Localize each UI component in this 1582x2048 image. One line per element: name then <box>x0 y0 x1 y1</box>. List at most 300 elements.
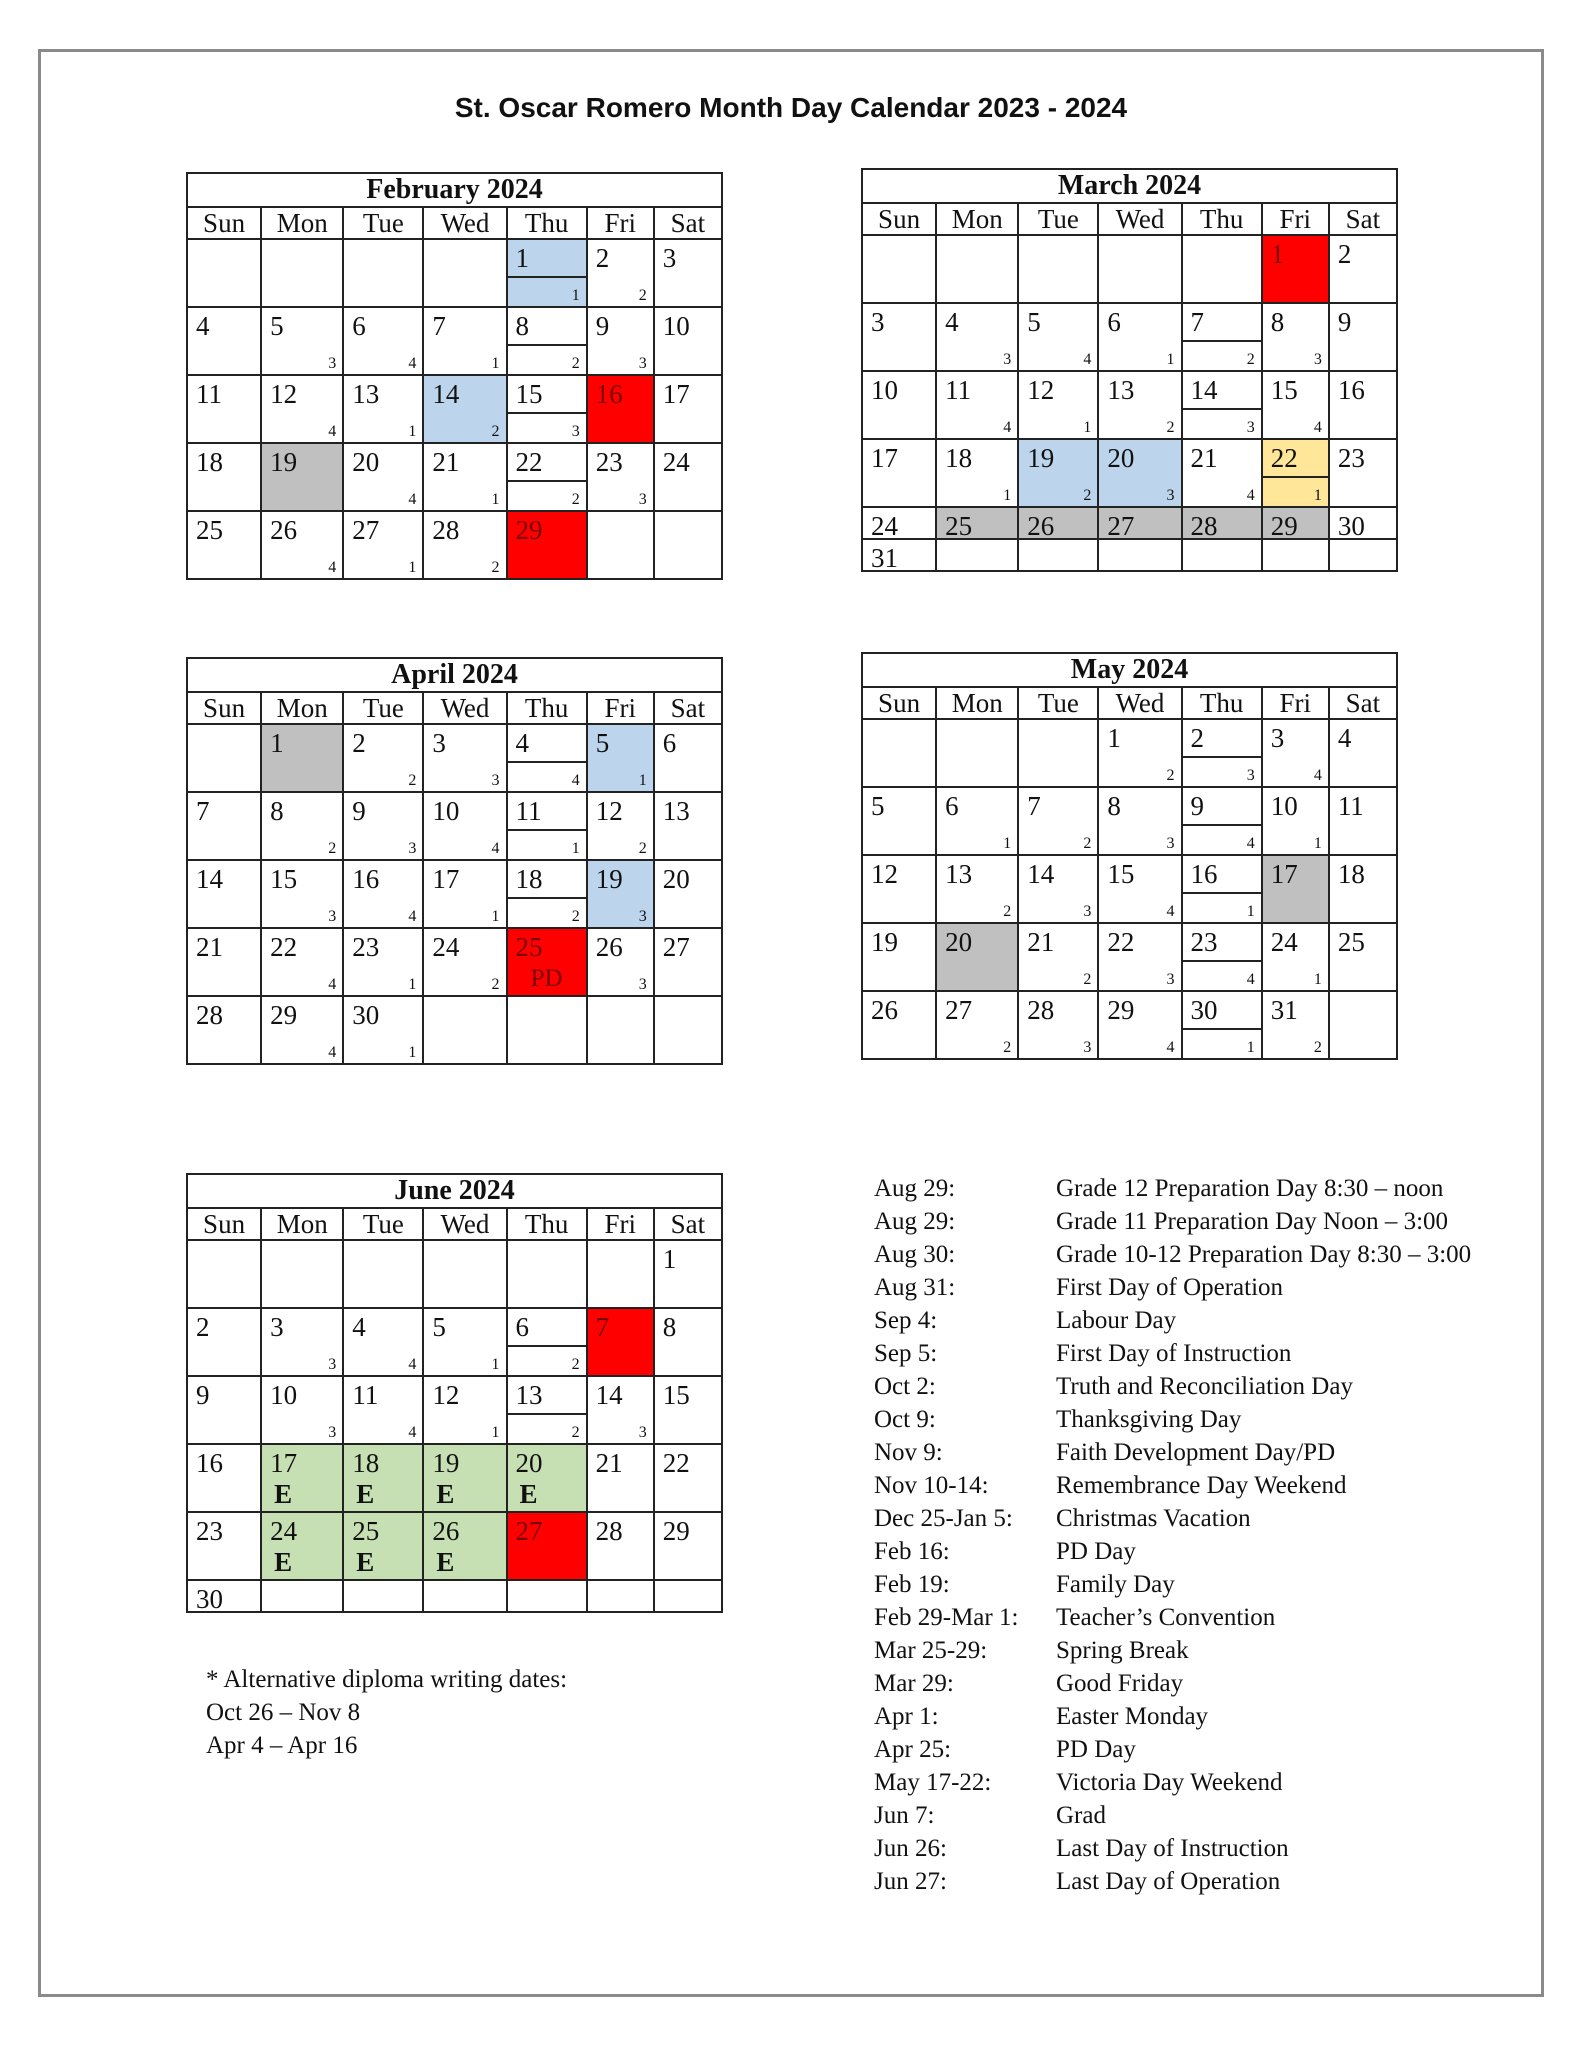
day-cell <box>1018 235 1098 303</box>
day-number: 15 <box>270 864 298 894</box>
day-cell <box>1018 371 1098 439</box>
weekday-header: Mon <box>936 687 1018 719</box>
day-cell <box>862 371 936 439</box>
day-number: 27 <box>1107 511 1135 541</box>
day-cell <box>654 1376 722 1444</box>
day-cell <box>654 928 722 996</box>
day-number: 7 <box>595 1312 610 1342</box>
day-cell <box>654 724 722 792</box>
day-number: 15 <box>515 379 543 409</box>
weekday-header: Mon <box>261 207 343 239</box>
rotation-day: 3 <box>1083 903 1092 920</box>
rotation-day: 1 <box>1003 835 1012 852</box>
day-number: 16 <box>352 864 380 894</box>
rotation-divider <box>1183 756 1261 758</box>
day-cell <box>507 1512 587 1580</box>
day-cell <box>261 1580 343 1612</box>
day-cell <box>187 511 261 579</box>
rotation-day: 4 <box>408 1424 417 1441</box>
day-number: 4 <box>196 311 210 341</box>
day-cell <box>343 1240 423 1308</box>
event-date: Dec 25-Jan 5: <box>874 1505 1013 1532</box>
exam-marker: E <box>274 1547 293 1577</box>
event-date: Nov 9: <box>874 1439 943 1466</box>
day-number: 10 <box>662 311 690 341</box>
day-cell <box>1018 991 1098 1059</box>
rotation-day: 1 <box>571 287 580 304</box>
day-cell <box>187 928 261 996</box>
day-cell <box>343 1512 423 1580</box>
rotation-day: 4 <box>1246 971 1255 988</box>
day-number: 18 <box>352 1448 380 1478</box>
day-number: 17 <box>270 1448 298 1478</box>
day-number: 6 <box>945 791 959 821</box>
day-number: 28 <box>595 1516 623 1546</box>
rotation-day: 1 <box>1246 1039 1255 1056</box>
day-cell <box>187 1240 261 1308</box>
weekday-header: Sat <box>654 692 722 724</box>
day-number: 8 <box>1270 307 1285 337</box>
rotation-day: 1 <box>571 840 580 857</box>
weekday-header: Fri <box>1262 203 1329 235</box>
day-cell <box>187 1444 261 1512</box>
day-cell <box>1262 439 1329 507</box>
day-cell <box>1329 855 1397 923</box>
day-number: 26 <box>1027 511 1055 541</box>
day-cell <box>654 1444 722 1512</box>
day-cell <box>1018 923 1098 991</box>
day-cell <box>187 1376 261 1444</box>
day-cell <box>1018 719 1098 787</box>
day-number: 4 <box>1337 723 1352 753</box>
rotation-day: 4 <box>1083 351 1092 368</box>
rotation-day: 4 <box>328 423 337 440</box>
day-number: 26 <box>595 932 623 962</box>
day-cell <box>423 307 506 375</box>
event-date: May 17-22: <box>874 1769 992 1796</box>
day-number: 20 <box>662 864 690 894</box>
day-cell <box>1182 371 1262 439</box>
event-description: First Day of Instruction <box>1056 1340 1292 1367</box>
day-number: 11 <box>352 1380 379 1410</box>
rotation-divider <box>1263 476 1328 478</box>
day-cell <box>423 511 506 579</box>
rotation-day: 4 <box>1313 767 1322 784</box>
day-number: 10 <box>432 796 460 826</box>
day-number: 7 <box>1190 307 1205 337</box>
day-cell <box>507 1444 587 1512</box>
rotation-day: 3 <box>1166 487 1175 504</box>
weekday-header: Fri <box>587 692 654 724</box>
event-date: Feb 29-Mar 1: <box>874 1604 1019 1631</box>
day-number: 18 <box>1337 859 1365 889</box>
day-number: 27 <box>515 1516 543 1546</box>
event-description: Family Day <box>1056 1571 1175 1598</box>
day-cell <box>654 1308 722 1376</box>
day-cell <box>187 792 261 860</box>
day-number: 16 <box>1190 859 1218 889</box>
weekday-header: Sun <box>187 207 261 239</box>
rotation-divider <box>508 897 586 899</box>
day-cell <box>1098 371 1181 439</box>
event-date: Aug 29: <box>874 1175 956 1202</box>
day-number: 21 <box>196 932 223 962</box>
weekday-header: Wed <box>1098 687 1181 719</box>
day-number: 30 <box>352 1000 380 1030</box>
rotation-day: 3 <box>571 423 580 440</box>
day-number: 2 <box>1337 239 1352 269</box>
day-cell <box>587 1376 654 1444</box>
day-number: 8 <box>1107 791 1121 821</box>
day-cell <box>654 996 722 1064</box>
rotation-divider <box>1183 1028 1261 1030</box>
day-number: 17 <box>432 864 460 894</box>
day-cell <box>423 239 506 307</box>
rotation-day: 3 <box>1166 971 1175 988</box>
day-number: 9 <box>1337 307 1352 337</box>
day-cell <box>187 860 261 928</box>
calendar-june-2024 <box>186 1173 723 1613</box>
day-number: 29 <box>1107 995 1135 1025</box>
rotation-day: 2 <box>571 491 580 508</box>
event-description: Thanksgiving Day <box>1056 1406 1242 1433</box>
day-number: 14 <box>196 864 223 894</box>
day-cell <box>1182 719 1262 787</box>
weekday-header: Sat <box>654 1208 722 1240</box>
day-cell <box>507 443 587 511</box>
weekday-header: Thu <box>507 1208 587 1240</box>
rotation-day: 3 <box>638 355 647 372</box>
event-date: Jun 7: <box>874 1802 935 1829</box>
day-cell <box>587 375 654 443</box>
day-number: 14 <box>1027 859 1055 889</box>
day-cell <box>187 307 261 375</box>
day-cell <box>423 443 506 511</box>
day-number: 13 <box>662 796 690 826</box>
day-cell <box>862 539 936 571</box>
weekday-header: Tue <box>343 207 423 239</box>
day-cell <box>1098 507 1181 539</box>
weekday-header: Thu <box>1182 203 1262 235</box>
day-number: 24 <box>270 1516 298 1546</box>
rotation-day: 3 <box>1313 351 1322 368</box>
rotation-divider <box>508 344 586 346</box>
day-number: 6 <box>662 728 677 758</box>
day-number: 5 <box>432 1312 446 1342</box>
rotation-day: 4 <box>1166 1039 1175 1056</box>
day-cell <box>261 860 343 928</box>
day-number: 29 <box>515 515 543 545</box>
day-number: 13 <box>1107 375 1135 405</box>
day-number: 1 <box>1107 723 1121 753</box>
rotation-day: 1 <box>1313 835 1322 852</box>
rotation-day: 3 <box>328 1424 337 1441</box>
day-cell <box>343 375 423 443</box>
event-date: Oct 9: <box>874 1406 936 1433</box>
day-cell <box>261 443 343 511</box>
day-cell <box>587 443 654 511</box>
day-number: 23 <box>1337 443 1365 473</box>
weekday-header: Sat <box>654 207 722 239</box>
day-number: 17 <box>871 443 898 473</box>
day-cell <box>1329 991 1397 1059</box>
day-number: 25 <box>352 1516 380 1546</box>
day-cell <box>1262 855 1329 923</box>
day-number: 1 <box>270 728 284 758</box>
rotation-day: 4 <box>571 772 580 789</box>
day-cell <box>1098 439 1181 507</box>
rotation-day: 1 <box>491 491 500 508</box>
rotation-day: 1 <box>491 908 500 925</box>
day-number: 30 <box>1190 995 1218 1025</box>
day-cell <box>1262 539 1329 571</box>
event-description: Spring Break <box>1056 1637 1189 1664</box>
event-date: Aug 29: <box>874 1208 956 1235</box>
day-cell <box>1098 991 1181 1059</box>
day-cell <box>343 1308 423 1376</box>
day-cell <box>261 928 343 996</box>
day-number: 28 <box>1027 995 1055 1025</box>
exam-marker: E <box>436 1479 455 1509</box>
exam-marker: E <box>356 1547 375 1577</box>
day-number: 2 <box>196 1312 210 1342</box>
day-number: 2 <box>1190 723 1205 753</box>
event-description: Grad <box>1056 1802 1106 1829</box>
day-number: 25 <box>196 515 223 545</box>
day-number: 2 <box>352 728 366 758</box>
day-number: 12 <box>871 859 898 889</box>
day-number: 12 <box>595 796 623 826</box>
rotation-day: 1 <box>1246 903 1255 920</box>
rotation-divider <box>508 412 586 414</box>
rotation-day: 4 <box>1246 835 1255 852</box>
day-number: 7 <box>432 311 446 341</box>
day-number: 22 <box>1270 443 1298 473</box>
day-number: 29 <box>270 1000 298 1030</box>
event-date: Feb 16: <box>874 1538 950 1565</box>
rotation-divider <box>508 829 586 831</box>
day-number: 26 <box>432 1516 460 1546</box>
weekday-header: Sat <box>1329 687 1397 719</box>
event-description: Grade 10-12 Preparation Day 8:30 – 3:00 <box>1056 1241 1472 1268</box>
day-cell <box>1262 923 1329 991</box>
weekday-header: Sun <box>862 203 936 235</box>
day-cell <box>423 375 506 443</box>
rotation-day: 2 <box>1246 351 1255 368</box>
event-description: Grade 11 Preparation Day Noon – 3:00 <box>1056 1208 1449 1235</box>
event-date: Aug 31: <box>874 1274 956 1301</box>
day-cell <box>936 539 1018 571</box>
rotation-day: 4 <box>408 908 417 925</box>
event-date: Feb 19: <box>874 1571 950 1598</box>
day-number: 11 <box>945 375 972 405</box>
day-cell <box>261 375 343 443</box>
day-cell <box>654 860 722 928</box>
day-cell <box>507 239 587 307</box>
day-number: 14 <box>1190 375 1218 405</box>
day-number: 6 <box>352 311 366 341</box>
day-cell <box>587 1308 654 1376</box>
day-cell <box>862 787 936 855</box>
weekday-header: Tue <box>343 1208 423 1240</box>
rotation-day: 2 <box>1003 1039 1012 1056</box>
day-cell <box>1329 923 1397 991</box>
day-number: 3 <box>871 307 885 337</box>
rotation-day: 2 <box>408 772 417 789</box>
day-number: 13 <box>352 379 380 409</box>
day-cell <box>1262 235 1329 303</box>
day-cell <box>654 511 722 579</box>
day-number: 14 <box>595 1380 623 1410</box>
day-cell <box>1262 507 1329 539</box>
day-number: 28 <box>196 1000 223 1030</box>
day-cell <box>187 1580 261 1612</box>
rotation-day: 1 <box>408 976 417 993</box>
rotation-day: 2 <box>571 1356 580 1373</box>
day-number: 20 <box>352 447 380 477</box>
event-description: Labour Day <box>1056 1307 1177 1334</box>
event-description: PD Day <box>1056 1538 1136 1565</box>
month-title: May 2024 <box>862 653 1397 687</box>
weekday-header: Mon <box>261 1208 343 1240</box>
rotation-day: 3 <box>1246 767 1255 784</box>
day-number: 15 <box>1270 375 1298 405</box>
day-cell <box>654 443 722 511</box>
day-number: 24 <box>432 932 460 962</box>
day-number: 22 <box>662 1448 690 1478</box>
event-description: Easter Monday <box>1056 1703 1209 1730</box>
day-number: 26 <box>871 995 898 1025</box>
day-cell <box>1182 507 1262 539</box>
day-cell <box>423 724 506 792</box>
month-title: April 2024 <box>187 658 722 692</box>
exam-marker: E <box>519 1479 538 1509</box>
day-cell <box>1098 539 1181 571</box>
event-date: Sep 4: <box>874 1307 938 1334</box>
rotation-day: 4 <box>408 355 417 372</box>
day-cell <box>343 792 423 860</box>
day-cell <box>654 1580 722 1612</box>
calendar-may-2024 <box>861 652 1398 1060</box>
day-cell <box>1182 539 1262 571</box>
rotation-day: 2 <box>1003 903 1012 920</box>
day-cell <box>423 928 506 996</box>
day-number: 27 <box>945 995 973 1025</box>
rotation-divider <box>1183 408 1261 410</box>
day-cell <box>1018 855 1098 923</box>
day-cell <box>587 239 654 307</box>
rotation-day: 1 <box>491 1424 500 1441</box>
day-cell <box>343 443 423 511</box>
day-cell <box>507 860 587 928</box>
day-number: 11 <box>196 379 222 409</box>
rotation-day: 1 <box>1003 487 1012 504</box>
day-cell <box>423 1512 506 1580</box>
day-number: 4 <box>945 307 959 337</box>
day-cell <box>1262 991 1329 1059</box>
day-cell <box>507 1308 587 1376</box>
day-number: 15 <box>662 1380 690 1410</box>
day-cell <box>343 239 423 307</box>
event-description: Last Day of Operation <box>1056 1868 1281 1895</box>
rotation-day: 3 <box>638 908 647 925</box>
rotation-day: 2 <box>328 840 337 857</box>
day-cell <box>1018 787 1098 855</box>
day-number: 11 <box>1337 791 1364 821</box>
weekday-header: Sun <box>187 1208 261 1240</box>
rotation-day: 3 <box>1246 419 1255 436</box>
day-number: 1 <box>1270 239 1285 269</box>
event-description: Christmas Vacation <box>1056 1505 1251 1532</box>
day-cell <box>1329 787 1397 855</box>
day-number: 25 <box>1337 927 1365 957</box>
day-cell <box>187 375 261 443</box>
day-number: 24 <box>871 511 898 541</box>
weekday-header: Sat <box>1329 203 1397 235</box>
rotation-day: 1 <box>638 772 647 789</box>
weekday-header: Wed <box>1098 203 1181 235</box>
day-cell <box>1018 303 1098 371</box>
day-cell <box>654 1240 722 1308</box>
rotation-day: 2 <box>491 559 500 576</box>
rotation-day: 2 <box>1166 767 1175 784</box>
diploma-notes <box>206 1663 567 1762</box>
day-number: 25 <box>945 511 973 541</box>
rotation-day: 3 <box>1083 1039 1092 1056</box>
weekday-header: Thu <box>507 692 587 724</box>
day-cell <box>1018 507 1098 539</box>
day-cell <box>1182 303 1262 371</box>
day-number: 6 <box>1107 307 1121 337</box>
day-cell <box>1098 923 1181 991</box>
day-cell <box>862 439 936 507</box>
day-cell <box>1018 539 1098 571</box>
event-date: Mar 25-29: <box>874 1637 988 1664</box>
weekday-header: Wed <box>423 1208 506 1240</box>
day-cell <box>1098 303 1181 371</box>
day-number: 27 <box>352 515 380 545</box>
rotation-divider <box>508 1413 586 1415</box>
day-cell <box>261 307 343 375</box>
day-cell <box>1329 719 1397 787</box>
day-cell <box>507 792 587 860</box>
day-cell <box>423 1240 506 1308</box>
day-cell <box>1262 303 1329 371</box>
weekday-header: Mon <box>261 692 343 724</box>
day-cell <box>654 1512 722 1580</box>
day-cell <box>343 1444 423 1512</box>
day-number: 23 <box>196 1516 223 1546</box>
event-date: Oct 2: <box>874 1373 936 1400</box>
day-cell <box>423 1308 506 1376</box>
day-cell <box>654 239 722 307</box>
day-number: 9 <box>352 796 366 826</box>
rotation-day: 4 <box>1166 903 1175 920</box>
day-cell <box>1329 371 1397 439</box>
day-cell <box>587 860 654 928</box>
day-cell <box>261 724 343 792</box>
weekday-header: Tue <box>1018 687 1098 719</box>
rotation-day: 3 <box>491 772 500 789</box>
day-number: 7 <box>1027 791 1041 821</box>
day-number: 12 <box>1027 375 1055 405</box>
rotation-day: 3 <box>638 1424 647 1441</box>
day-cell <box>1098 787 1181 855</box>
day-number: 31 <box>1270 995 1298 1025</box>
weekday-header: Thu <box>507 207 587 239</box>
event-date: Jun 27: <box>874 1868 947 1895</box>
day-cell <box>862 923 936 991</box>
